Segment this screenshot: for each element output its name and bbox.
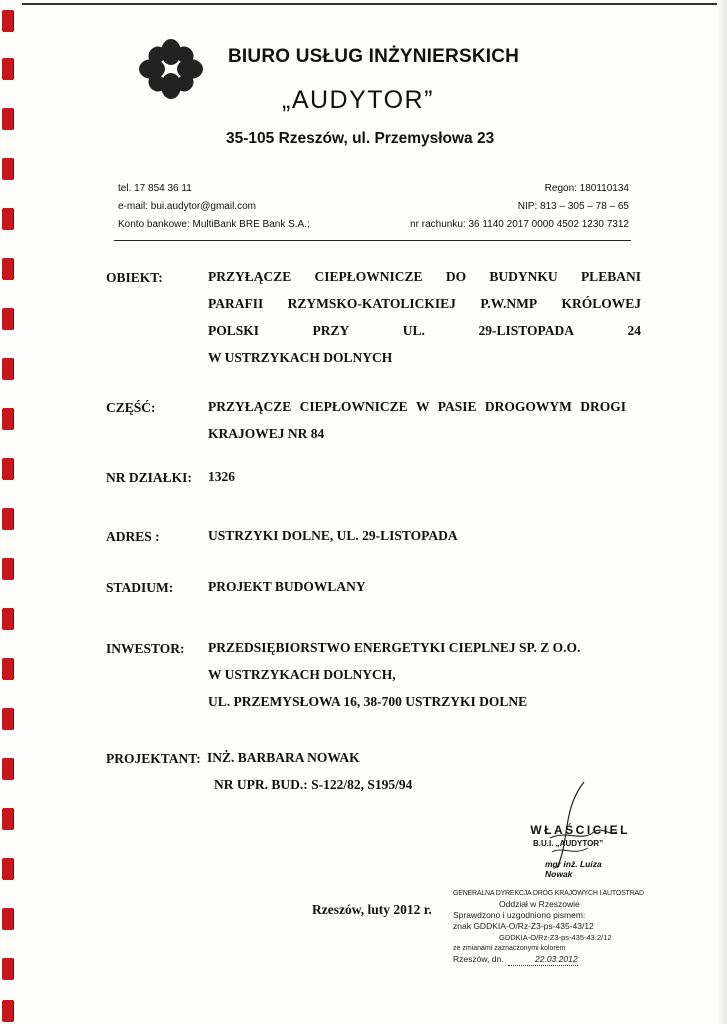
obiekt-line-2 bbox=[208, 290, 641, 317]
word: W bbox=[415, 399, 430, 414]
obiekt-line-3 bbox=[208, 317, 641, 344]
dzialka-label: NR DZIAŁKI: bbox=[106, 470, 192, 485]
word: 24 bbox=[627, 323, 641, 338]
owner-title: WŁAŚCICIEL bbox=[530, 823, 630, 837]
projektant-label: PROJEKTANT: bbox=[106, 751, 201, 766]
word: PRZY bbox=[312, 323, 350, 338]
czesc-value bbox=[208, 393, 626, 447]
company-brand: „AUDYTOR” bbox=[282, 86, 434, 114]
contact-right bbox=[410, 180, 629, 234]
stamp-date-value: 22.03.2012 bbox=[508, 954, 578, 966]
dzialka-value: 1326 bbox=[208, 469, 235, 484]
stamp-authority: GENERALNA DYREKCJA DRÓG KRAJOWYCH I AUTOSTRAD bbox=[453, 890, 644, 897]
obiekt-value bbox=[208, 263, 641, 371]
obiekt-line-4: W USTRZYKACH DOLNYCH bbox=[208, 350, 393, 365]
stadium-value: PROJEKT BUDOWLANY bbox=[208, 579, 366, 594]
word: DROGOWYM bbox=[484, 399, 572, 414]
word: PASIE bbox=[437, 399, 477, 414]
word: POLSKI bbox=[208, 323, 260, 338]
word: PARAFII bbox=[208, 296, 264, 311]
word: PLEBANI bbox=[580, 269, 641, 284]
inwestor-label: INWESTOR: bbox=[106, 641, 185, 656]
inwestor-line-1: PRZEDSIĘBIORSTWO ENERGETYKI CIEPLNEJ SP. Z O.O. bbox=[208, 640, 581, 655]
stamp-reference-1: znak GDDKIA-O/Rz-Z3-ps-435-43/12 bbox=[453, 921, 594, 931]
word: CIEPŁOWNICZE bbox=[299, 399, 408, 414]
spiral-binding bbox=[0, 0, 22, 1024]
word: CIEPŁOWNICZE bbox=[314, 269, 423, 284]
contact-left bbox=[118, 180, 310, 234]
czesc-line-1 bbox=[208, 393, 626, 420]
inwestor-line-3: UL. PRZEMYSŁOWA 16, 38-700 USTRZYKI DOLNE bbox=[208, 694, 528, 709]
word: PRZYŁĄCZE bbox=[208, 269, 292, 284]
company-address: 35-105 Rzeszów, ul. Przemysłowa 23 bbox=[226, 130, 495, 147]
word: P.W.NMP bbox=[480, 296, 538, 311]
owner-signature-block bbox=[505, 823, 630, 879]
stamp-reference-2: GDDKIA-O/Rz-Z3-ps-435-43.2/12 bbox=[499, 933, 612, 942]
four-leaf-clover-icon bbox=[138, 38, 204, 100]
stamp-date-label: Rzeszów, dn. bbox=[453, 954, 504, 964]
word: KRÓLOWEJ bbox=[561, 296, 641, 311]
word: BUDYNKU bbox=[489, 269, 558, 284]
word: UL. bbox=[402, 323, 425, 338]
inwestor-line-2: W USTRZYKACH DOLNYCH, bbox=[208, 667, 396, 682]
stamp-approved: Sprawdzono i uzgodniono pismem: bbox=[453, 910, 586, 920]
letterhead-rule bbox=[114, 240, 631, 241]
regon: Regon: 180110134 bbox=[544, 183, 629, 194]
approval-stamp bbox=[453, 888, 653, 966]
phone: tel. 17 854 36 11 bbox=[118, 183, 192, 194]
page-right-edge bbox=[717, 0, 727, 1024]
word: DROGI bbox=[580, 399, 626, 414]
stamp-date-row bbox=[453, 954, 653, 966]
obiekt-label: OBIEKT: bbox=[106, 270, 163, 285]
adres-value: USTRZYKI DOLNE, UL. 29-LISTOPADA bbox=[208, 528, 458, 543]
company-name: BIURO USŁUG INŻYNIERSKICH bbox=[228, 46, 520, 67]
nip: NIP: 813 – 305 – 78 – 65 bbox=[517, 201, 629, 212]
word: RZYMSKO-KATOLICKIEJ bbox=[287, 296, 456, 311]
owner-name: mgr inż. Luiza Nowak bbox=[545, 859, 602, 879]
obiekt-line-1 bbox=[208, 263, 641, 290]
stadium-label: STADIUM: bbox=[106, 580, 174, 595]
czesc-line-2: KRAJOWEJ NR 84 bbox=[208, 426, 325, 441]
word: PRZYŁĄCZE bbox=[208, 399, 292, 414]
place-date: Rzeszów, luty 2012 r. bbox=[312, 902, 432, 917]
bank-account: Konto bankowe: MultiBank BRE Bank S.A.; bbox=[118, 219, 310, 230]
account-number: nr rachunku: 36 1140 2017 0000 4502 1230 7312 bbox=[410, 219, 629, 230]
adres-label: ADRES : bbox=[106, 529, 160, 544]
page-top-edge bbox=[22, 3, 727, 5]
projektant-name: INŻ. BARBARA NOWAK bbox=[207, 750, 360, 765]
czesc-label: CZĘŚĆ: bbox=[106, 400, 156, 415]
stamp-branch: Oddział w Rzeszowie bbox=[499, 899, 580, 909]
email: e-mail: bui.audytor@gmail.com bbox=[118, 201, 256, 212]
projektant-uprawnienia: NR UPR. BUD.: S-122/82, S195/94 bbox=[214, 777, 413, 792]
owner-firm: B.U.I. „AUDYTOR” bbox=[533, 839, 604, 848]
stamp-changes-note: ze zmianami zaznaczonymi kolorem bbox=[453, 945, 566, 952]
inwestor-value bbox=[208, 634, 580, 715]
word: 29-LISTOPADA bbox=[478, 323, 574, 338]
word: DO bbox=[445, 269, 467, 284]
